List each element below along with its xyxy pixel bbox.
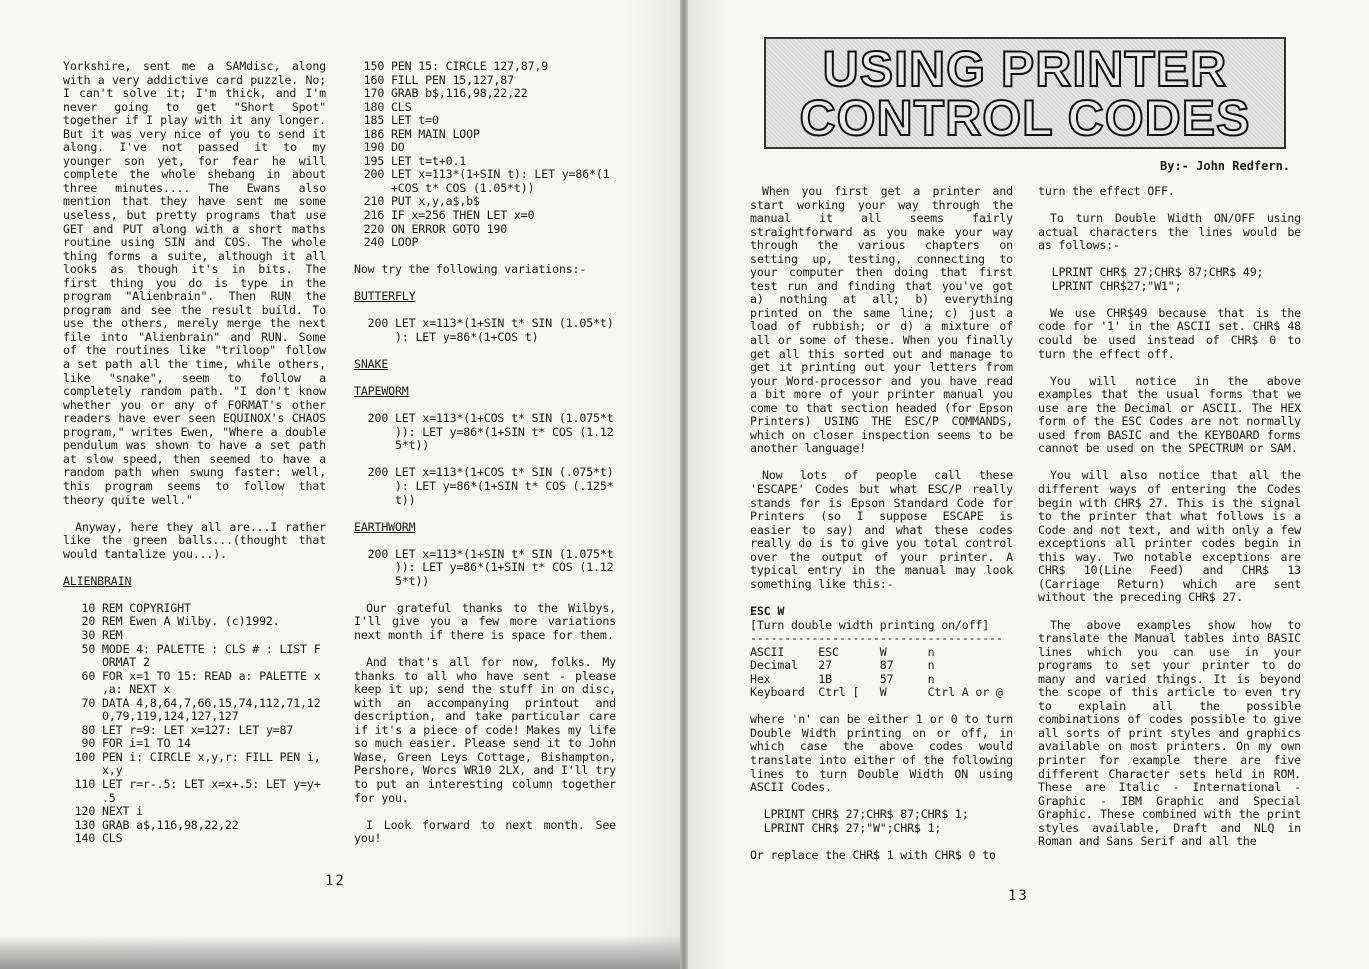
article-title-line-1: USING PRINTER [822,41,1228,97]
code-listing-tapeworm-2: 200 LET x=113*(1+COS t* SIN (.075*t) ): LET y=86*(1+SIN t* COS (.125* t)) [367,465,614,507]
code-listing-butterfly: 200 LET x=113*(1+SIN t* SIN (1.05*t) ): LET y=86*(1+COS t) [367,316,614,344]
code-listing-lprint-on: LPRINT CHR$ 27;CHR$ 87;CHR$ 1; LPRINT CHR$ 27;"W";CHR$ 1; [763,807,969,835]
left-column-2 [354,60,616,859]
code-listing-alienbrain: 10 REM COPYRIGHT 20 REM Ewen A Wilby. (c)1992. 30 REM 50 MODE 4: PALETTE : CLS # : LIST F ORMAT 2 60 FOR x=1 TO 15: READ a: PALETTE x ,a: NEXT x 70 DATA 4,8,64,7,66,15,74,112,71,12 0,79,119,124,127,127 80 LET r=9: LET x=127: LET y=87 90 FOR i=1 TO 14 100 PEN i: CIRCLE x,y,r: FILL PEN i, x,y 110 LET r=r-.5: LET x=x+.5: LET y=y+ .5 120 NEXT i 130 GRAB a$,116,98,22,22 140 CLS [74,600,321,846]
article-title-line-2: CONTROL CODES [799,90,1251,146]
left-page [0,0,680,969]
page-gutter [680,0,688,969]
esc-command-rule: ------------------------------------- [750,632,1003,646]
article-paragraph: Our grateful thanks to the Wilbys, I'll give you a few more variations next month if there is space for them. [354,600,616,642]
section-heading-alienbrain: ALIENBRAIN [63,573,132,588]
article-paragraph: You will notice in the above examples that the usual forms that we use are the Decimal or ASCII. The HEX form of the ESC Codes are not normally used from BASIC and the KEYBOARD forms cannot be used on the SPECTRUM or SAM. [1038,373,1301,456]
right-column-1 [750,185,1013,876]
article-paragraph: where 'n' can be either 1 or 0 to turn Double Width printing on or off, in which case the above codes would translate into either of the following lines to turn Double Width ON using ASCII Codes. [750,712,1013,795]
code-listing-lprint-chars: LPRINT CHR$ 27;CHR$ 87;CHR$ 49; LPRINT CHR$27;"W1"; [1051,265,1264,293]
code-listing-earthworm: 200 LET x=113*(1+SIN t* SIN (1.075*t )): LET y=86*(1+SIN t* COS (1.12 5*t)) [367,546,614,588]
section-heading-earthworm: EARTHWORM [354,519,416,534]
right-column-2 [1038,185,1301,862]
section-heading-butterfly: BUTTERFLY [354,289,416,304]
article-paragraph: You will also notice that all the different ways of entering the Codes begin with CHR$ 27. This is the signal to the printer that what follows is a Code and not text, and with only a few exceptions all printer codes begin in this way. Two notable exceptions are CHR$ 10(Line Feed) and CHR$ 13 (Carriage Return) which are sent without the preceding CHR$ 27. [1038,468,1301,605]
article-paragraph: turn the effect OFF. [1038,184,1175,198]
article-paragraph: The above examples show how to translate the Manual tables into BASIC lines which you can use in your programs to set your printer to do many and varied things. It is beyond the scope of this article to even try to explain all the possible combinations of codes possible to give all sorts of print styles and graphics available on most printers. On my own printer for example there are five different Character sets held in ROM. These are Italic - International - Graphic - IBM Graphic and Special Graphic. These combined with the print styles available, Draft and NLQ in Roman and Sans Serif and all the [1038,617,1301,849]
esc-command-heading: ESC W [750,603,785,618]
article-byline: By:- John Redfern. [1160,159,1291,173]
left-column-1 [63,60,326,859]
variations-intro: Now try the following variations:- [354,262,587,277]
article-paragraph: And that's all for now, folks. My thanks to all who have sent - please keep it up; send the stuff in on disc, with an accompanying printout and description, and take particular care if it's a piece of code! Makes my life so much easier. Please send it to John Wase, Green Leys Cottage, Bishampton, Pershore, Worcs WR10 2LX, and I'll try to put an interesting column together for you. [354,655,616,805]
article-paragraph: I Look forward to next month. See you! [354,817,616,846]
article-paragraph: We use CHR$49 because that is the code for '1' in the ASCII set. CHR$ 48 could be used instead of CHR$ 0 to turn the effect off. [1038,305,1301,361]
article-paragraph: Now lots of people call these 'ESCAPE' Codes but what ESC/P really stands for is Epson Standard Code for Printers (so I suppose ESCAPE is easier to say) and what these codes really do is to give you total control over the output of your printer. A typical entry in the manual may look something like this:- [750,468,1013,591]
page-number-left: 12 [325,873,346,889]
esc-code-table: ASCII ESC W n Decimal 27 87 n Hex 1B 57 n Keyboard Ctrl [ W Ctrl A or @ [750,644,1003,700]
section-heading-snake: SNAKE [354,357,389,372]
page-number-right: 13 [1008,888,1029,904]
article-paragraph: Or replace the CHR$ 1 with CHR$ 0 to [750,847,996,862]
code-listing-tapeworm-1: 200 LET x=113*(1+COS t* SIN (1.075*t )): LET y=86*(1+SIN t* COS (1.12 5*t)) [367,411,614,453]
esc-command-description: [Turn double width printing on/off] [750,617,990,632]
article-paragraph: When you first get a printer and start working your way through the manual it all seems fairly straightforward as you make your way through the various chapters on setting up, testing, connecting to your computer then doing that first test run and finding that you've got a) nothing at all; b) everything printed on the same line; c) just a load of rubbish; or d) a mixture of all or some of these. When you finally get all this sorted out and manage to get it printing out your letters from your Word-processor and you have read a bit more of your printer manual you come to that section headed (for Epson Printers) USING THE ESC/P COMMANDS, which on closer inspection seems to be another language! [750,184,1013,456]
article-paragraph: Anyway, here they all are...I rather like the green balls...(thought that would tantalize you...). [63,519,326,561]
scan-shadow [0,935,680,969]
article-paragraph: To turn Double Width ON/OFF using actual characters the lines would be as follows:- [1038,211,1301,253]
article-paragraph: Yorkshire, sent me a SAMdisc, along with a very addictive card puzzle. No; I can't solve it; I'm thick, and I'm never going to get "Short Spot" together if I play with it any longer. But it was very nice of you to send it along. I've not passed it to my younger son yet, for fear he will complete the whole shebang in about three minutes.... The Ewans also mention that they have sent me some useless, but pretty programs that use GET and PUT along with a short maths routine using SIN and COS. The whole thing forms a suite, although it all looks as though it's in bits. The first thing you do is type in the program "Alienbrain". Then RUN the program and see the result build. To use the others, merely merge the next file into "Alienbrain" and RUN. Some of the routines like "triloop" follow a set path all the time, while others, like "snake", seem to follow a completely random path. "I don't know whether you or any of FORMAT's other readers have ever seen EQUINOX's CHAOS program," writes Ewen, "Where a double pendulum was shown to have a set path at slow speed, then seemed to have a random path when swung faster: well, this program seems to follow that theory quite well." [63,59,326,507]
article-title-banner [764,37,1286,149]
section-heading-tapeworm: TAPEWORM [354,384,409,399]
code-listing-main-loop: 150 PEN 15: CIRCLE 127,87,9 160 FILL PEN 15,127,87 170 GRAB b$,116,98,22,22 180 CLS 185 LET t=0 186 REM MAIN LOOP 190 DO 195 LET t=t+0.1 200 LET x=113*(1+SIN t): LET y=86*(1 +COS t* COS (1.05*t)) 210 PUT x,y,a$,b$ 216 IF x=256 THEN LET x=0 220 ON ERROR GOTO 190 240 LOOP [363,59,610,250]
